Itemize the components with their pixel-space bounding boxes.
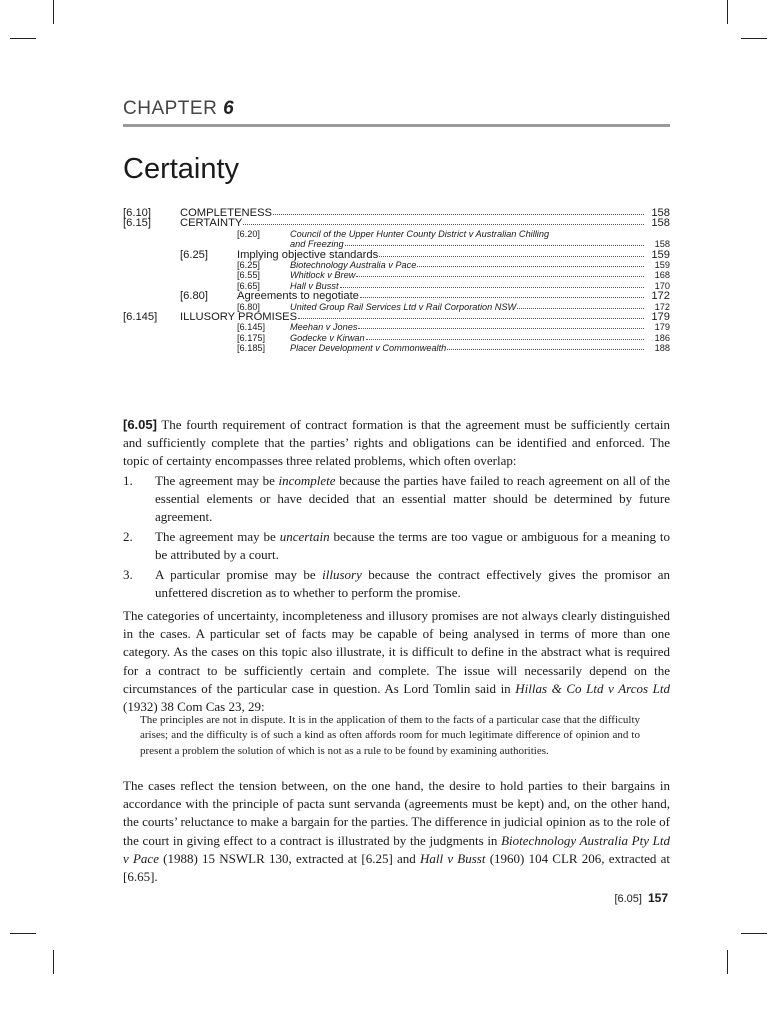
toc-title-text: Meehan v Jones: [290, 322, 358, 333]
toc-title: [290, 333, 644, 343]
toc-code: [6.55]: [237, 270, 260, 281]
toc-row: [123, 291, 670, 301]
toc-code: [6.65]: [237, 280, 260, 291]
para3-text-end: (1960) 104 CLR 206, extracted at [6.65].: [123, 850, 670, 885]
toc-title-text: Placer Development v Commonwealth: [290, 343, 447, 354]
intro-text: The fourth requirement of contract formation is that the agreement must be sufficiently certain and sufficiently complete that the parties’ rights and obligations can be identified and enforced. The topic of certainty encompasses three related problems, which often overlap:: [123, 417, 670, 469]
dot-leader: [358, 327, 644, 329]
paragraph-marker: [6.05]: [123, 417, 157, 432]
toc-title-text: COMPLETENESS: [180, 207, 273, 219]
toc-code: [6.80]: [180, 290, 208, 303]
toc-page: 179: [654, 322, 670, 333]
item-text-pre: The agreement may be: [155, 473, 279, 488]
dot-leader: [298, 317, 644, 319]
toc-title: [237, 250, 644, 260]
toc-page: 158: [651, 217, 670, 230]
dot-leader: [345, 244, 644, 246]
table-of-contents: [123, 208, 670, 353]
crop-mark: [10, 38, 36, 39]
chapter-label: [123, 98, 234, 120]
toc-title: [290, 343, 644, 353]
toc-code: [6.145]: [123, 310, 158, 323]
toc-code: [6.80]: [237, 301, 260, 312]
toc-title-text: United Group Rail Services Ltd v Rail Corporation NSW: [290, 301, 517, 312]
item-text: [155, 566, 670, 602]
toc-page: 188: [654, 343, 670, 354]
crop-mark: [53, 0, 54, 24]
para2-text-end: (1932) 38 Com Cas 23, 29:: [123, 699, 265, 715]
toc-title: [290, 302, 644, 312]
item-text-post: because the parties have failed to reach agreement on all of the essential elements or have decided that an essential matter should be determined by future agreement.: [155, 473, 670, 525]
item-text-post: because the contract effectively gives the promisor an unfettered discretion as to whether to perform the promise.: [155, 567, 670, 601]
toc-page: 170: [654, 280, 670, 291]
toc-row: [123, 333, 670, 343]
item-number: 2.: [123, 529, 133, 544]
toc-code: [6.185]: [237, 343, 266, 354]
crop-mark: [741, 38, 767, 39]
chapter-number: 6: [223, 98, 235, 119]
toc-title: [290, 260, 644, 270]
para3-text: The cases reflect the tension between, on the one hand, the desire to hold parties to their bargains in accordance with the principle of pacta sunt servanda (agreements must be kept) and, on the other hand, the courts’ reluctance to make a bargain for the parties. The difference in judicial opinion as to the role of the court in giving effect to a contract is illustrated by the judgments in: [123, 778, 670, 848]
item-text-post: because the terms are too vague or ambiguous for a meaning to be attributed by a court.: [155, 529, 670, 563]
toc-page: 172: [654, 301, 670, 312]
toc-page: 172: [651, 290, 670, 303]
toc-page: 186: [654, 332, 670, 343]
toc-page: 159: [651, 248, 670, 261]
toc-code: [6.10]: [123, 207, 151, 219]
case-citation: Hall v Busst: [420, 850, 486, 866]
toc-title: [290, 322, 644, 332]
block-quote: The principles are not in dispute. It is in the application of them to the facts of a particular case that the difficulty arises; and the difficulty is of such a kind as often affords room for much legitimate difference of opinion and to present a problem the solution of which is not as a rule to be found by examining authorities.: [140, 714, 640, 757]
toc-page: 168: [654, 270, 670, 281]
toc-code: [6.25]: [237, 259, 260, 270]
item-number: 1.: [123, 473, 133, 488]
item-text-pre: A particular promise may be: [155, 567, 323, 582]
toc-title-text: Whitlock v Brew: [290, 270, 356, 281]
toc-row: [123, 229, 670, 239]
toc-row: [123, 250, 670, 260]
toc-page: 159: [654, 259, 670, 270]
crop-mark: [727, 950, 728, 974]
toc-title-text: CERTAINTY: [180, 217, 243, 230]
crop-mark: [10, 933, 36, 934]
dot-leader: [273, 213, 644, 215]
toc-title-text: Council of the Upper Hunter County District v Australian Chilling: [290, 228, 550, 239]
item-text: [155, 472, 670, 527]
item-emphasis: incomplete: [278, 473, 336, 488]
paragraph-3: [123, 777, 670, 886]
toc-title-text: Hall v Busst: [290, 280, 339, 291]
item-emphasis: uncertain: [279, 529, 330, 544]
toc-code: [6.175]: [237, 332, 266, 343]
toc-title: [180, 208, 644, 218]
para3-text-mid: (1988) 15 NSWLR 130, extracted at [6.25] and: [158, 850, 420, 866]
toc-code: [6.20]: [237, 228, 260, 239]
toc-page: 158: [651, 207, 670, 219]
toc-title-text: ILLUSORY PROMISES: [180, 310, 298, 323]
toc-title: [290, 229, 644, 239]
crop-mark: [727, 0, 728, 24]
chapter-word: CHAPTER: [123, 98, 218, 119]
toc-row: [123, 312, 670, 322]
toc-title: [180, 218, 644, 228]
toc-title-text: Godecke v Kirwan: [290, 332, 365, 343]
toc-code: [6.25]: [180, 248, 208, 261]
toc-row: [123, 343, 670, 353]
toc-title: [180, 312, 644, 322]
toc-title-text: Agreements to negotiate: [237, 290, 359, 303]
item-emphasis: illusory: [322, 567, 362, 582]
chapter-title: Certainty: [123, 153, 240, 185]
dot-leader: [447, 348, 644, 350]
dot-leader: [366, 338, 644, 340]
toc-row: [123, 322, 670, 332]
chapter-rule: [123, 124, 670, 127]
page-footer: [614, 891, 668, 905]
paragraph-2: [123, 607, 670, 716]
dot-leader: [340, 286, 644, 288]
toc-page: 179: [651, 310, 670, 323]
footer-ref: [6.05]: [614, 893, 642, 905]
toc-title: [290, 270, 644, 280]
crop-mark: [53, 950, 54, 974]
toc-code: [6.145]: [237, 322, 266, 333]
page-number: 157: [647, 891, 668, 905]
toc-title-text: Biotechnology Australia v Pace: [290, 259, 417, 270]
dot-leader: [379, 255, 644, 257]
item-text: [155, 528, 670, 564]
toc-page: 158: [654, 239, 670, 250]
toc-code: [6.15]: [123, 217, 151, 230]
item-number: 3.: [123, 567, 133, 582]
dot-leader: [417, 265, 644, 267]
dot-leader: [356, 275, 644, 277]
toc-row: [123, 260, 670, 270]
case-citation: Hillas & Co Ltd v Arcos Ltd: [515, 680, 670, 696]
toc-title-text: Implying objective standards: [237, 248, 379, 261]
toc-row: [123, 270, 670, 280]
dot-leader: [517, 307, 644, 309]
case-citation: Biotechnology Australia Pty Ltd v Pace: [123, 832, 670, 866]
toc-title: [237, 291, 644, 301]
toc-row: [123, 239, 670, 249]
dot-leader: [360, 296, 644, 298]
toc-row: [123, 218, 670, 228]
dot-leader: [243, 223, 644, 225]
crop-mark: [741, 933, 767, 934]
item-text-pre: The agreement may be: [155, 529, 280, 544]
intro-paragraph: [123, 416, 670, 471]
toc-title-text: and Freezing: [290, 239, 344, 250]
para2-text: The categories of uncertainty, incompleteness and illusory promises are not always clearly distinguished in the cases. A particular set of facts may be capable of being analysed in terms of more than one category. As the cases on this topic also illustrate, it is difficult to define in the abstract what is required for a contract to be sufficiently certain and complete. The issue will necessarily depend on the circumstances of the particular case in question. As Lord Tomlin said in: [123, 608, 670, 696]
